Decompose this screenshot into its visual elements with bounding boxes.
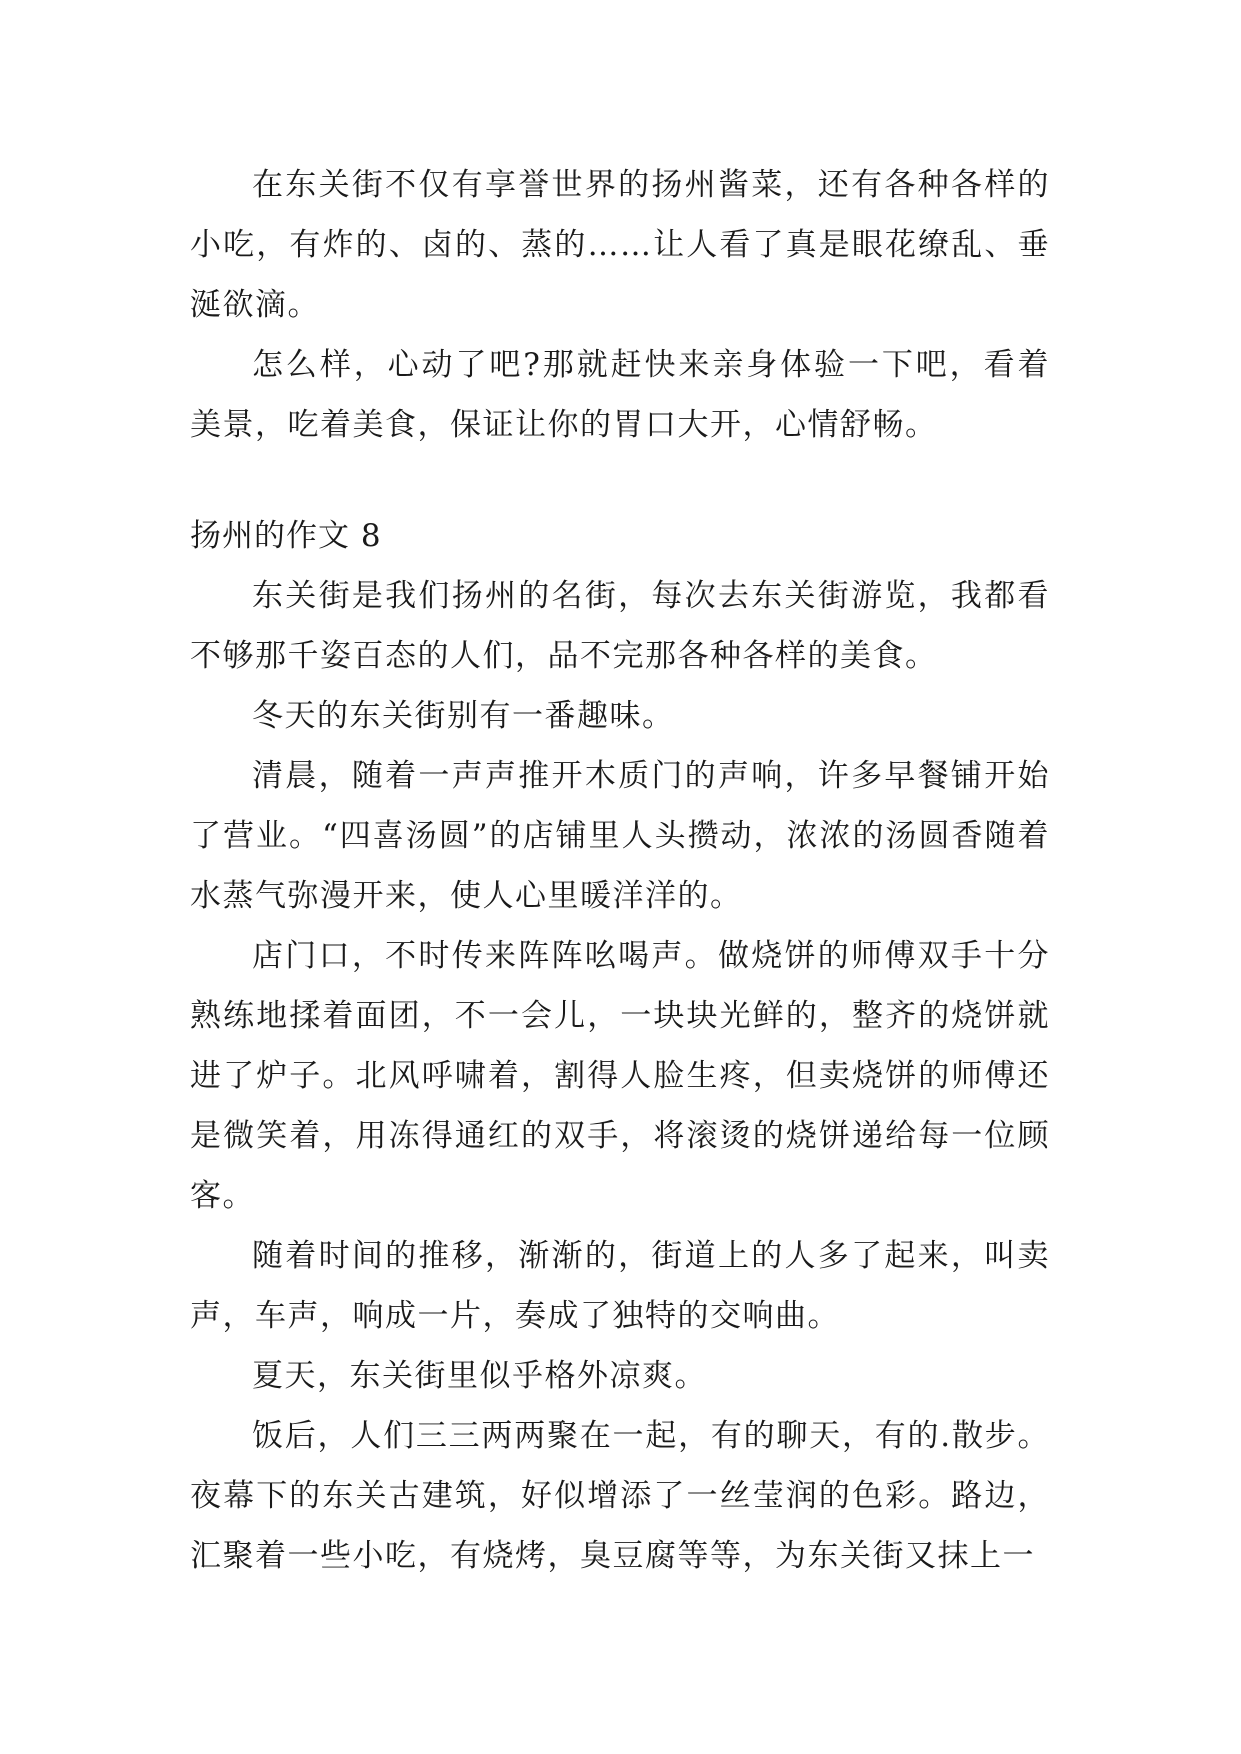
paragraph: 在东关街不仅有享誉世界的扬州酱菜，还有各种各样的小吃，有炸的、卤的、蒸的……让人看了真是眼花缭乱、垂涎欲滴。 [190,167,1050,323]
paragraph: 怎么样，心动了吧?那就赶快来亲身体验一下吧，看着美景，吃着美食，保证让你的胃口大开，心情舒畅。 [190,347,1050,443]
paragraph: 随着时间的推移，渐渐的，街道上的人多了起来，叫卖声，车声，响成一片，奏成了独特的交响曲。 [190,1238,1050,1334]
paragraph: 夏天，东关街里似乎格外凉爽。 [252,1358,707,1394]
paragraph: 店门口，不时传来阵阵吆喝声。做烧饼的师傅双手十分熟练地揉着面团，不一会儿，一块块光鲜的，整齐的烧饼就进了炉子。北风呼啸着，割得人脸生疼，但卖烧饼的师傅还是微笑着，用冻得通红的双手，将滚烫的烧饼递给每一位顾客。 [190,938,1050,1214]
paragraph: 冬天的东关街别有一番趣味。 [252,698,675,734]
essay-section-8 [190,506,1050,1586]
paragraph: 清晨，随着一声声推开木质门的声响，许多早餐铺开始了营业。“四喜汤圆”的店铺里人头攒动，浓浓的汤圆香随着水蒸气弥漫开来，使人心里暖洋洋的。 [190,758,1050,914]
paragraph: 饭后，人们三三两两聚在一起，有的聊天，有的.散步。夜幕下的东关古建筑，好似增添了一丝莹润的色彩。路边，汇聚着一些小吃，有烧烤，臭豆腐等等，为东关街又抹上一 [190,1418,1050,1574]
paragraph: 东关街是我们扬州的名街，每次去东关街游览，我都看不够那千姿百态的人们，品不完那各种各样的美食。 [190,578,1050,674]
essay-title: 扬州的作文 8 [190,518,382,554]
essay-section-previous [190,155,1050,455]
